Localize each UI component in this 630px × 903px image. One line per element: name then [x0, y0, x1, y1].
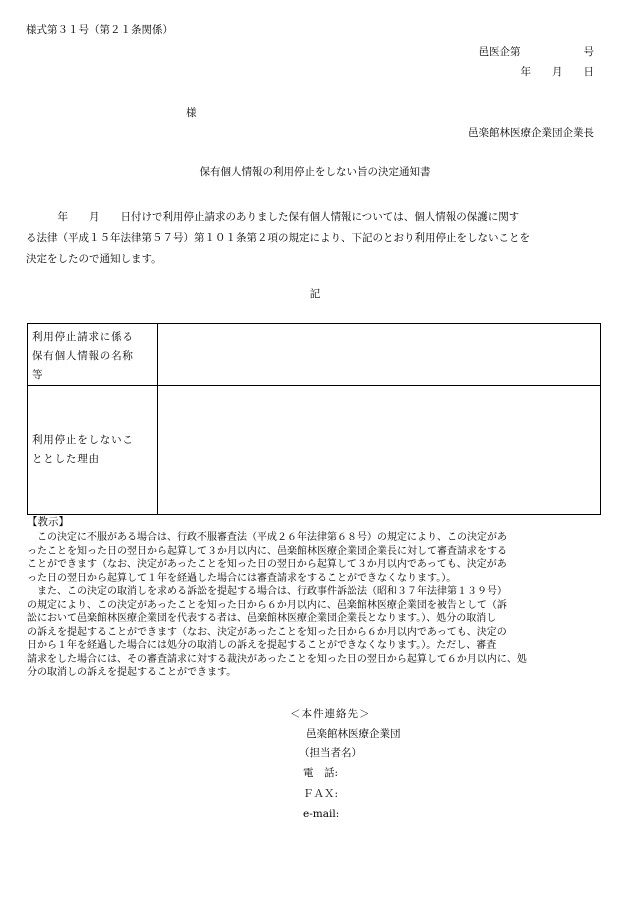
form-number: 様式第３１号（第２１条関係） [26, 24, 173, 36]
table-label-cell [28, 324, 158, 386]
document-title: 保有個人情報の利用停止をしない旨の決定通知書 [199, 166, 431, 178]
personal-info-name-value [158, 324, 601, 386]
sender: 邑楽館林医療企業団企業長 [468, 127, 594, 139]
reason-value [158, 386, 601, 515]
info-table [27, 323, 601, 515]
document-number: 邑医企第 号 [478, 46, 594, 58]
notice-text: この決定に不服がある場合は、行政不服審査法（平成２６年法律第６８号）の規定により、この決定があ ったことを知った日の翌日から起算して３か月以内に、邑楽館林医療企業団企業長に対して審査請求をする ことができます（なお、決定があったことを知った日の翌日から起算して３か月以内であっても、決定があ った日の翌日から起算して１年を経過した場合には審査請求をすることができなくなります。）。 また、この決定の取消しを求める訴訟を提起する場合は、行政事件訴訟法（昭和３７年法律第１３９号） の規定により、この決定があったことを知った日から６か月以内に、邑楽館林医療企業団を被告として（訴 訟において邑楽館林医療企業団を代表する者は、邑楽館林医療企業団企業長となります。）、処分の取消し の訴えを提起することができます（なお、決定があったことを知った日から６か月以内であっても、決定の 日から１年を経過した場合には処分の取消しの訴えを提起することができなくなります。）。ただし、審査 請求をした場合には、その審査請求に対する裁決があったことを知った日の翌日から起算して６か月以内に、処 分の取消しの訴えを提起することができます。 [27, 532, 527, 678]
reason-label: 利用停止をしないこ ととした理由 [32, 434, 134, 465]
contact-person: （担当者名） [299, 747, 362, 759]
table-label-cell [28, 386, 158, 515]
ki-heading: 記 [309, 288, 321, 300]
table-row [28, 386, 601, 515]
contact-email: e-mail: [303, 808, 340, 820]
table-row [28, 324, 601, 386]
contact-fax: ＦＡＸ: [303, 788, 339, 800]
body-text: 年 月 日付けで利用停止請求のありました保有個人情報については、個人情報の保護に関す る法律（平成１５年法律第５７号）第１０１条第２項の規定により、下記のとおり利用停止をしないことを 決定をしたので通知します。 [26, 211, 530, 265]
contact-phone: 電 話: [303, 767, 339, 779]
contact-heading: ＜本件連絡先＞ [290, 708, 371, 720]
notice-heading: 【教示】 [27, 516, 69, 528]
contact-organization: 邑楽館林医療企業団 [306, 728, 401, 740]
recipient: 様 [186, 107, 197, 119]
personal-info-name-label: 利用停止請求に係る 保有個人情報の名称 等 [32, 331, 134, 381]
document-date: 年 月 日 [520, 66, 594, 78]
